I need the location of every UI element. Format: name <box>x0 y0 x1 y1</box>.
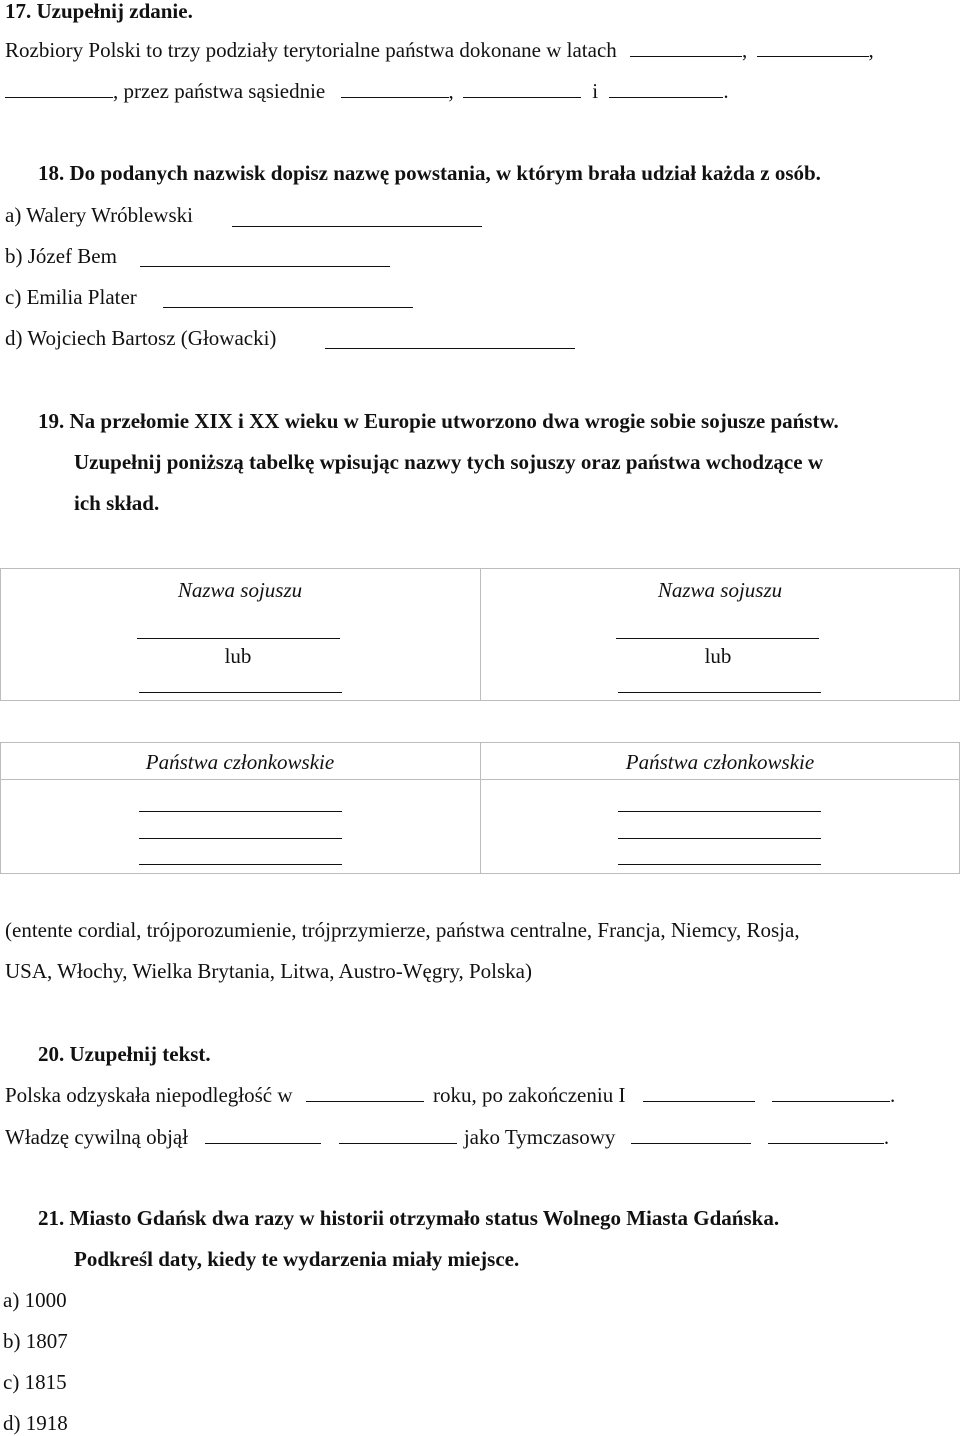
member-line-right-1[interactable] <box>618 811 821 812</box>
q20-title: 20. Uzupełnij tekst. <box>38 1042 211 1066</box>
alliance-name-line-left-1[interactable] <box>137 638 340 639</box>
answer-line-a[interactable] <box>232 226 482 227</box>
blank-year-3[interactable] <box>5 79 113 98</box>
member-line-right-2[interactable] <box>618 838 821 839</box>
answer-line-b[interactable] <box>140 266 390 267</box>
q18-item-c: c) Emilia Plater <box>5 285 137 309</box>
q17-title: 17. Uzupełnij zdanie. <box>5 0 193 23</box>
blank-war-2[interactable] <box>772 1083 890 1102</box>
q21-title-line1: 21. Miasto Gdańsk dwa razy w historii otrzymało status Wolnego Miasta Gdańska. <box>38 1206 780 1230</box>
blank-country-3[interactable] <box>609 79 723 98</box>
q18-item-a: a) Walery Wróblewski <box>5 203 193 227</box>
comma: , <box>742 38 748 62</box>
q18-title: 18. Do podanych nazwisk dopisz nazwę powstania, w którym brała udział każda z osób. <box>38 161 821 185</box>
alliance-name-line-left-2[interactable] <box>139 692 342 693</box>
answer-line-c[interactable] <box>163 307 413 308</box>
q21-option-a[interactable]: a) 1000 <box>3 1288 67 1312</box>
q19-title-line3: ich skład. <box>74 491 160 515</box>
blank-title-2[interactable] <box>768 1125 884 1144</box>
q20-line1 <box>5 1082 895 1108</box>
member-line-left-2[interactable] <box>139 838 342 839</box>
q18-item-d: d) Wojciech Bartosz (Głowacki) <box>5 326 277 350</box>
member-line-left-3[interactable] <box>139 864 342 865</box>
q20-line2-part-b: jako Tymczasowy <box>463 1125 616 1149</box>
or-word-right: lub <box>704 644 732 668</box>
blank-title-1[interactable] <box>631 1125 751 1144</box>
members-cell-right <box>480 779 960 874</box>
and-word: i <box>592 79 599 103</box>
blank-country-1[interactable] <box>341 79 449 98</box>
alliance-name-line-right-2[interactable] <box>618 692 821 693</box>
q19-title-line2: Uzupełnij poniższą tabelkę wpisując nazwy tych sojuszy oraz państwa wchodzące w <box>74 450 823 474</box>
members-cell-left <box>0 779 481 874</box>
members-header-right: Państwa członkowskie <box>625 750 815 774</box>
word-bank-line1: (entente cordial, trójporozumienie, trójprzymierze, państwa centralne, Francja, Niemcy, Rosja, <box>5 918 800 942</box>
member-line-right-3[interactable] <box>618 864 821 865</box>
q21-option-c[interactable]: c) 1815 <box>3 1370 67 1394</box>
blank-war-1[interactable] <box>643 1083 755 1102</box>
blank-year[interactable] <box>306 1083 424 1102</box>
period: . <box>723 79 729 103</box>
q21-option-b[interactable]: b) 1807 <box>3 1329 68 1353</box>
members-header-left: Państwa członkowskie <box>145 750 335 774</box>
period: . <box>889 1083 896 1107</box>
alliance-header-left: Nazwa sojuszu <box>177 578 303 602</box>
q20-line2 <box>5 1124 889 1150</box>
q17-line2 <box>5 78 729 104</box>
blank-year-1[interactable] <box>630 38 742 57</box>
answer-line-d[interactable] <box>325 348 575 349</box>
period: . <box>883 1125 890 1149</box>
alliance-header-right: Nazwa sojuszu <box>657 578 783 602</box>
member-line-left-1[interactable] <box>139 811 342 812</box>
comma: , <box>448 79 454 103</box>
alliance-name-line-right-1[interactable] <box>616 638 819 639</box>
q17-line2-text: , przez państwa sąsiednie <box>113 79 326 103</box>
blank-year-2[interactable] <box>757 38 869 57</box>
blank-person-1[interactable] <box>205 1125 321 1144</box>
q21-option-d[interactable]: d) 1918 <box>3 1411 68 1435</box>
q21-title-line2: Podkreśl daty, kiedy te wydarzenia miały miejsce. <box>74 1247 520 1271</box>
q20-line2-part-a: Władzę cywilną objął <box>5 1125 189 1149</box>
q17-line1 <box>5 37 874 63</box>
q20-line1-part-a: Polska odzyskała niepodległość w <box>5 1083 293 1107</box>
q18-item-b: b) Józef Bem <box>5 244 117 268</box>
q19-title-line1: 19. Na przełomie XIX i XX wieku w Europie utworzono dwa wrogie sobie sojusze państw. <box>38 409 839 433</box>
comma: , <box>868 38 874 62</box>
word-bank-line2: USA, Włochy, Wielka Brytania, Litwa, Austro-Węgry, Polska) <box>5 959 532 983</box>
q17-line1-text: Rozbiory Polski to trzy podziały terytorialne państwa dokonane w latach <box>5 38 617 62</box>
q20-line1-part-b: roku, po zakończeniu I <box>433 1083 626 1107</box>
blank-person-2[interactable] <box>339 1125 457 1144</box>
blank-country-2[interactable] <box>463 79 581 98</box>
or-word-left: lub <box>224 644 252 668</box>
